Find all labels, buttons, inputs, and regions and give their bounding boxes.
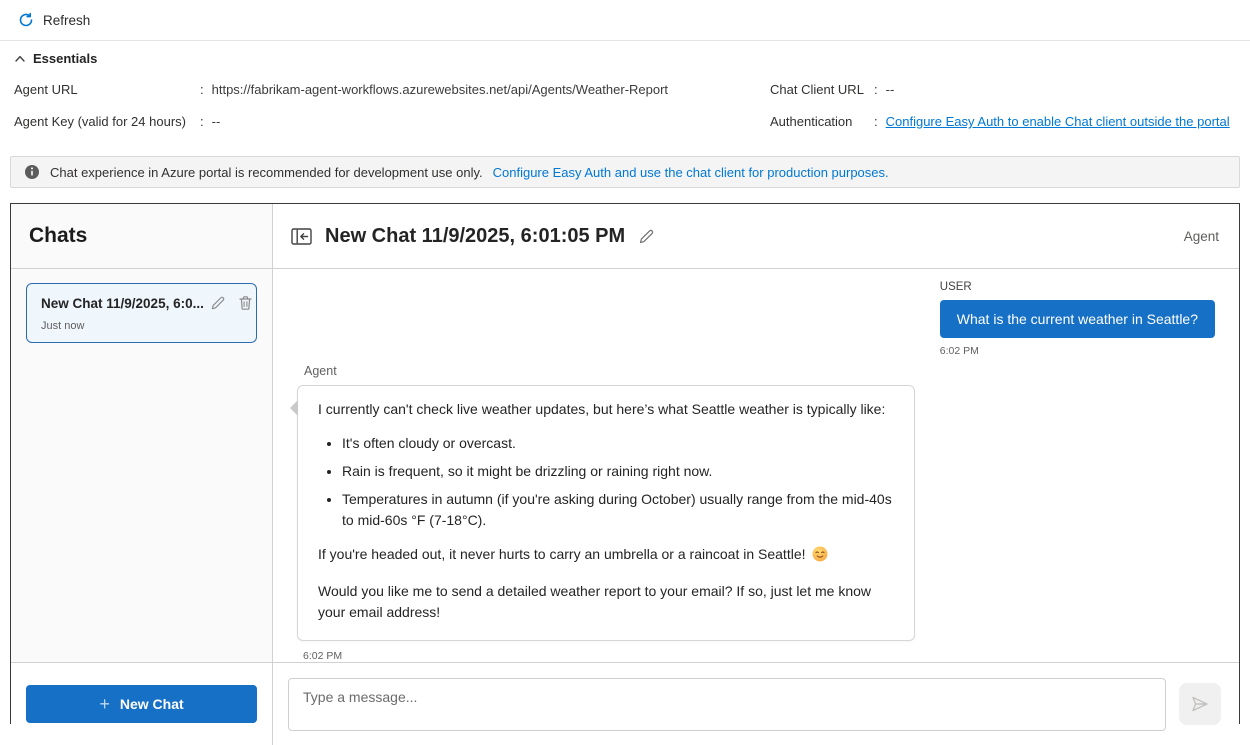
chat-list-item[interactable]: [26, 283, 257, 343]
agent-key-row: [14, 114, 770, 129]
user-message-time: 6:02 PM: [939, 345, 979, 357]
chat-list-item-time: Just now: [41, 320, 85, 332]
separator: :: [200, 114, 204, 129]
user-role-label: USER: [939, 281, 972, 293]
trash-icon: [238, 295, 253, 311]
agent-bullet-list: [318, 433, 896, 531]
refresh-label: Refresh: [43, 12, 91, 28]
user-message-bubble: What is the current weather in Seattle?: [940, 300, 1215, 338]
separator: :: [874, 82, 878, 97]
edit-chat-button[interactable]: [210, 295, 226, 311]
chat-header: [273, 204, 1239, 269]
configure-easy-auth-link[interactable]: Configure Easy Auth to enable Chat client outside the portal: [885, 114, 1230, 129]
chat-list-item-title: New Chat 11/9/2025, 6:0...: [41, 295, 204, 311]
authentication-label: Authentication: [770, 114, 853, 129]
chat-client-url-row: [770, 82, 1230, 97]
agent-role-label: Agent: [304, 364, 337, 378]
info-banner: [10, 156, 1240, 188]
agent-bullet: • Temperatures in autumn (if you're asking during October) usually range from the mid-40s to mid-60s °F (7-18°C).: [342, 489, 896, 531]
chevron-up-icon: [14, 53, 26, 65]
chat-list: [11, 269, 273, 662]
banner-easy-auth-link[interactable]: Configure Easy Auth and use the chat client for production purposes.: [492, 164, 889, 180]
sidebar-footer: [11, 662, 273, 745]
new-chat-button[interactable]: [26, 685, 257, 723]
agent-intro-text: I currently can't check live weather updates, but here’s what Seattle weather is typically like:: [318, 401, 886, 417]
agent-bullet: • It's often cloudy or overcast.: [342, 433, 896, 454]
info-icon: [24, 164, 40, 180]
chat-panel: [10, 203, 1240, 724]
mode-label: Agent: [1183, 228, 1219, 244]
agent-outro-text-1: [318, 544, 896, 568]
banner-text: Chat experience in Azure portal is recommended for development use only.: [50, 164, 483, 180]
chat-client-url-value: --: [885, 82, 895, 97]
agent-bullet: • Rain is frequent, so it might be drizzling or raining right now.: [342, 461, 896, 482]
delete-chat-button[interactable]: [238, 295, 253, 311]
chats-title: Chats: [29, 224, 88, 247]
essentials-section: [0, 41, 1250, 151]
send-button[interactable]: [1179, 683, 1221, 725]
new-chat-label: New Chat: [119, 696, 184, 712]
pencil-icon: [210, 295, 226, 311]
agent-key-value: --: [211, 114, 221, 129]
agent-outro-text-2: Would you like me to send a detailed weather report to your email? If so, just let me know your email address!: [318, 583, 872, 620]
agent-key-label: Agent Key (valid for 24 hours): [14, 114, 186, 129]
agent-url-row: [14, 82, 770, 97]
separator: :: [200, 82, 204, 97]
chat-title: New Chat 11/9/2025, 6:01:05 PM: [325, 224, 626, 247]
chat-client-url-label: Chat Client URL: [770, 82, 864, 97]
agent-message: [297, 364, 915, 662]
user-message: [940, 281, 1215, 357]
authentication-row: [770, 114, 1230, 129]
agent-url-value: https://fabrikam-agent-workflows.azurewebsites.net/api/Agents/Weather-Report: [211, 82, 669, 97]
plus-icon: +: [99, 694, 110, 714]
collapse-sidebar-button[interactable]: [291, 227, 312, 246]
send-icon: [1189, 693, 1211, 715]
pencil-icon: [638, 228, 655, 245]
composer-area: [273, 662, 1239, 745]
agent-url-label: Agent URL: [14, 82, 78, 97]
agent-outro-1-text: If you're headed out, it never hurts to carry an umbrella or a raincoat in Seattle!: [318, 546, 806, 562]
essentials-toggle[interactable]: [14, 51, 97, 66]
smiling-face-emoji: [812, 546, 828, 568]
agent-message-bubble: [297, 385, 915, 641]
essentials-title: Essentials: [33, 51, 98, 66]
refresh-icon: [18, 12, 34, 28]
chat-messages: [273, 269, 1239, 662]
rename-chat-button[interactable]: [638, 228, 655, 245]
message-input[interactable]: [288, 678, 1166, 731]
separator: :: [874, 114, 878, 129]
command-bar: [0, 0, 1250, 41]
chats-sidebar-header: [11, 204, 273, 269]
refresh-button[interactable]: [18, 12, 90, 28]
collapse-panel-left-icon: [291, 227, 312, 246]
agent-message-time: 6:02 PM: [303, 650, 343, 662]
